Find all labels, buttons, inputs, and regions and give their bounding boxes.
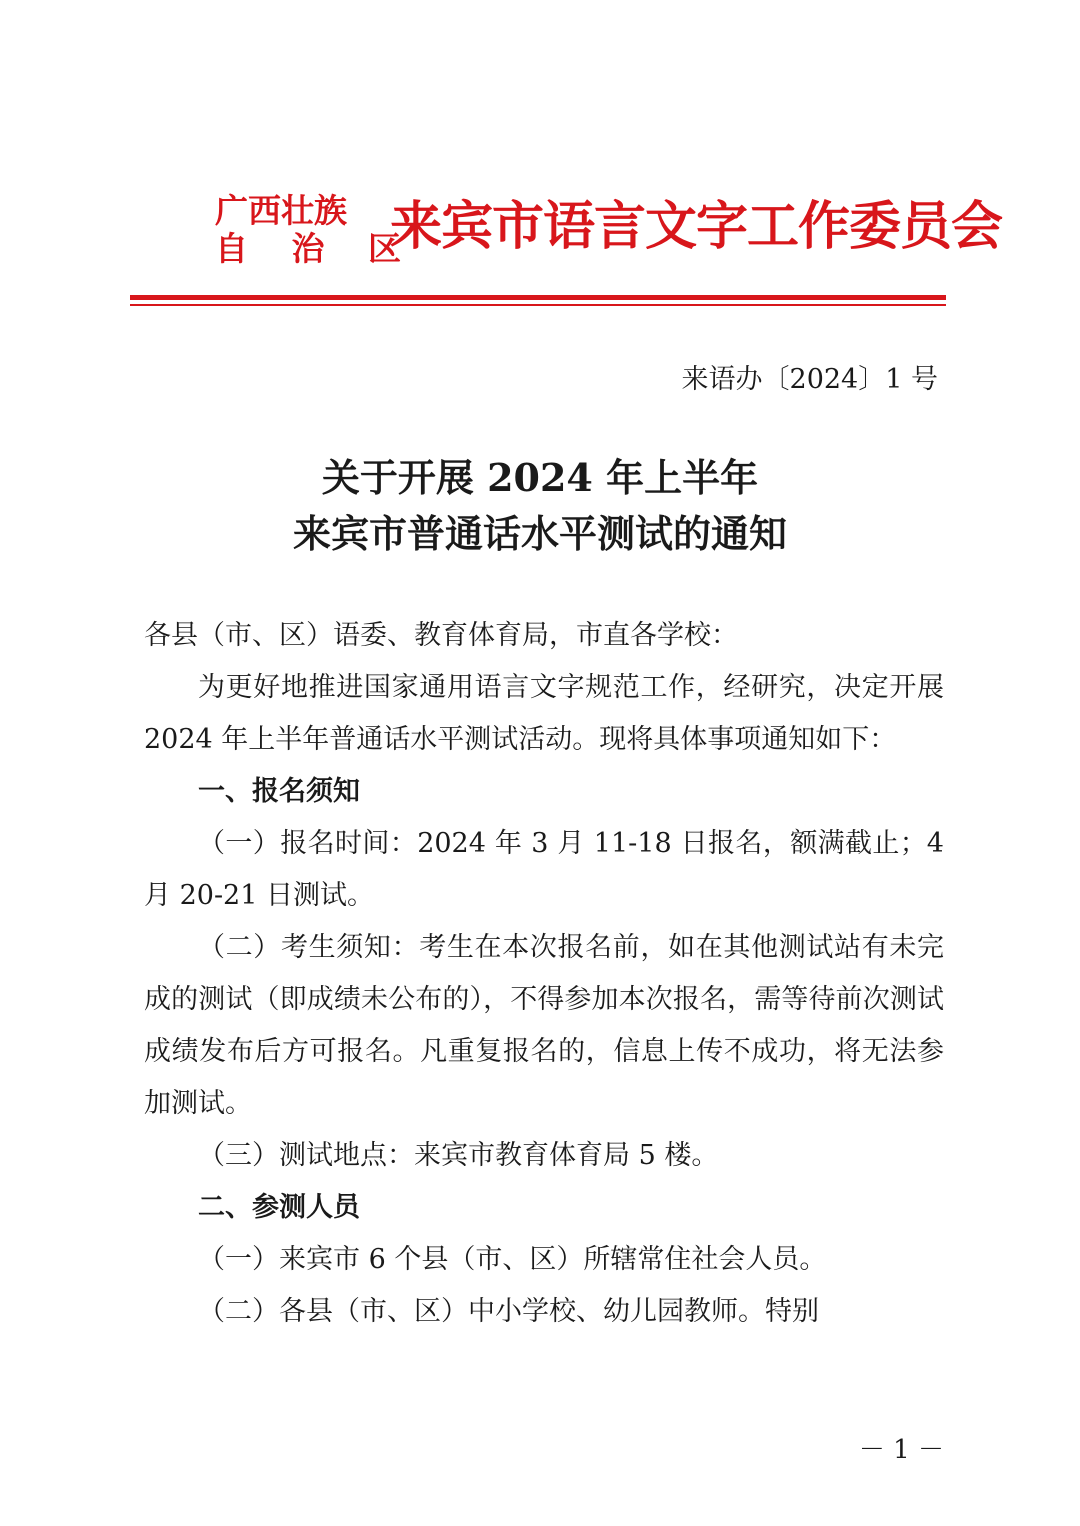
- issuer-region: [215, 191, 417, 268]
- test-location-paragraph: （三）测试地点：来宾市教育体育局 5 楼。: [198, 1140, 719, 1171]
- document-title: [130, 450, 950, 562]
- participants-item-1: （一）来宾市 6 个县（市、区）所辖常住社会人员。: [198, 1244, 827, 1275]
- letterhead-divider-thin: [130, 304, 946, 306]
- letterhead: [215, 190, 1003, 270]
- document-number: 来语办〔2024〕1 号: [681, 364, 938, 395]
- intro-paragraph: 为更好地推进国家通用语言文字规范工作，经研究，决定开展 2024 年上半年普通话水平测试活动。现将具体事项通知如下：: [144, 672, 944, 755]
- section-heading-registration: 一、报名须知: [198, 776, 360, 807]
- issuer-region-line2: 自 治 区: [215, 229, 417, 268]
- section-heading-participants: 二、参测人员: [198, 1192, 360, 1223]
- participants-item-2: （二）各县（市、区）中小学校、幼儿园教师。特别: [198, 1296, 819, 1327]
- registration-time-paragraph: （一）报名时间：2024 年 3 月 11-18 日报名，额满截止；4 月 20-21 日测试。: [144, 828, 944, 911]
- salutation: 各县（市、区）语委、教育体育局，市直各学校：: [144, 620, 738, 651]
- letterhead-divider-thick: [130, 295, 946, 300]
- document-body: [144, 610, 944, 1338]
- page-number: － 1 －: [858, 1435, 944, 1465]
- issuer-organization: 来宾市语言文字工作委员会: [390, 197, 1003, 257]
- title-line-2: 来宾市普通话水平测试的通知: [292, 511, 787, 556]
- title-line-1: 关于开展 2024 年上半年: [321, 455, 759, 500]
- candidate-notice-paragraph: （二）考生须知：考生在本次报名前，如在其他测试站有未完成的测试（即成绩未公布的），不得参加本次报名，需等待前次测试成绩发布后方可报名。凡重复报名的，信息上传不成功，将无法参加测试。: [144, 932, 944, 1119]
- issuer-region-line1: 广西壮族: [215, 191, 347, 230]
